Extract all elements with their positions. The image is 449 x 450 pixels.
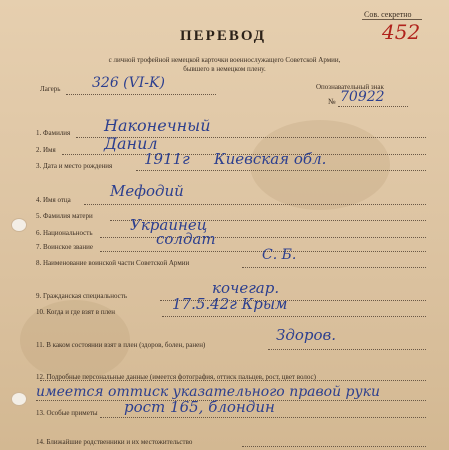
camp-line xyxy=(66,94,216,95)
document-subtitle-1: с личной трофейной немецкой карточки военнослужащего Советской Армии, xyxy=(108,56,341,64)
field-label-capture: 10. Когда и где взят в плен xyxy=(36,308,115,316)
field-value-features: рост 165, блондин xyxy=(124,398,275,416)
field-label-nationality: 6. Национальность xyxy=(36,229,93,237)
field-label-relatives: 14. Ближайшие родственники и их местожительство xyxy=(36,438,193,446)
document-subtitle-2: бывшего в немецком плену. xyxy=(183,65,266,73)
field-label-surname: 1. Фамилия xyxy=(36,129,71,137)
field-line xyxy=(162,316,426,317)
camp-value: 326 (VI-K) xyxy=(92,75,165,91)
punch-hole xyxy=(12,393,26,405)
field-line xyxy=(100,417,426,418)
field-line xyxy=(268,349,426,350)
camp-label: Лагерь xyxy=(40,85,61,93)
id-line xyxy=(338,106,408,107)
field-label-profession: 9. Гражданская специальность xyxy=(36,292,128,300)
id-prefix: № xyxy=(328,97,336,106)
field-value-capture: 17.5.42г Крым xyxy=(172,295,288,313)
id-value: 70922 xyxy=(340,89,385,105)
punch-hole xyxy=(12,219,26,231)
field-value-surname: Наконечный xyxy=(104,116,211,135)
field-line xyxy=(242,267,426,268)
id-label: Опознавательный знак xyxy=(316,83,384,91)
field-value-personal-data: имеется оттиск указательного правой руки xyxy=(36,384,381,400)
field-value-condition: Здоров. xyxy=(276,326,337,344)
field-line xyxy=(100,237,426,238)
field-value-unit: С. Б. xyxy=(262,247,297,263)
field-label-condition: 11. В каком состоянии взят в плен (здоров, болен, ранен) xyxy=(36,341,206,349)
field-label-features: 13. Особые приметы xyxy=(36,409,98,417)
field-label-father: 4. Имя отца xyxy=(36,196,71,204)
archive-number: 452 xyxy=(382,20,421,44)
field-label-personal-data: 12. Подробные персональные данные (имеется фотография, оттиск пальцев, рост, цвет волос) xyxy=(36,373,316,381)
field-line xyxy=(136,170,426,171)
field-label-name: 2. Имя xyxy=(36,146,56,154)
document-title: ПЕРЕВОД xyxy=(180,28,267,44)
field-value-profession: кочегар. xyxy=(212,279,280,297)
field-label-unit: 8. Наименование воинской части Советской Армии xyxy=(36,259,190,267)
field-value-name: Данил xyxy=(104,134,158,153)
field-value-nationality: Украинец xyxy=(130,216,208,234)
field-line xyxy=(40,380,426,381)
field-line xyxy=(84,204,426,205)
secret-stamp: Сов. секретно xyxy=(364,10,412,19)
field-value-birth-year: 1911г xyxy=(144,150,190,168)
field-value-birth-place: Киевская обл. xyxy=(214,150,327,168)
field-line xyxy=(242,446,426,447)
field-value-rank: солдат xyxy=(156,230,216,248)
field-label-birth: 3. Дата и место рождения xyxy=(36,162,113,170)
field-label-rank: 7. Воинское звание xyxy=(36,243,93,251)
field-label-mother: 5. Фамилия матери xyxy=(36,212,93,220)
field-value-father: Мефодий xyxy=(110,182,184,200)
